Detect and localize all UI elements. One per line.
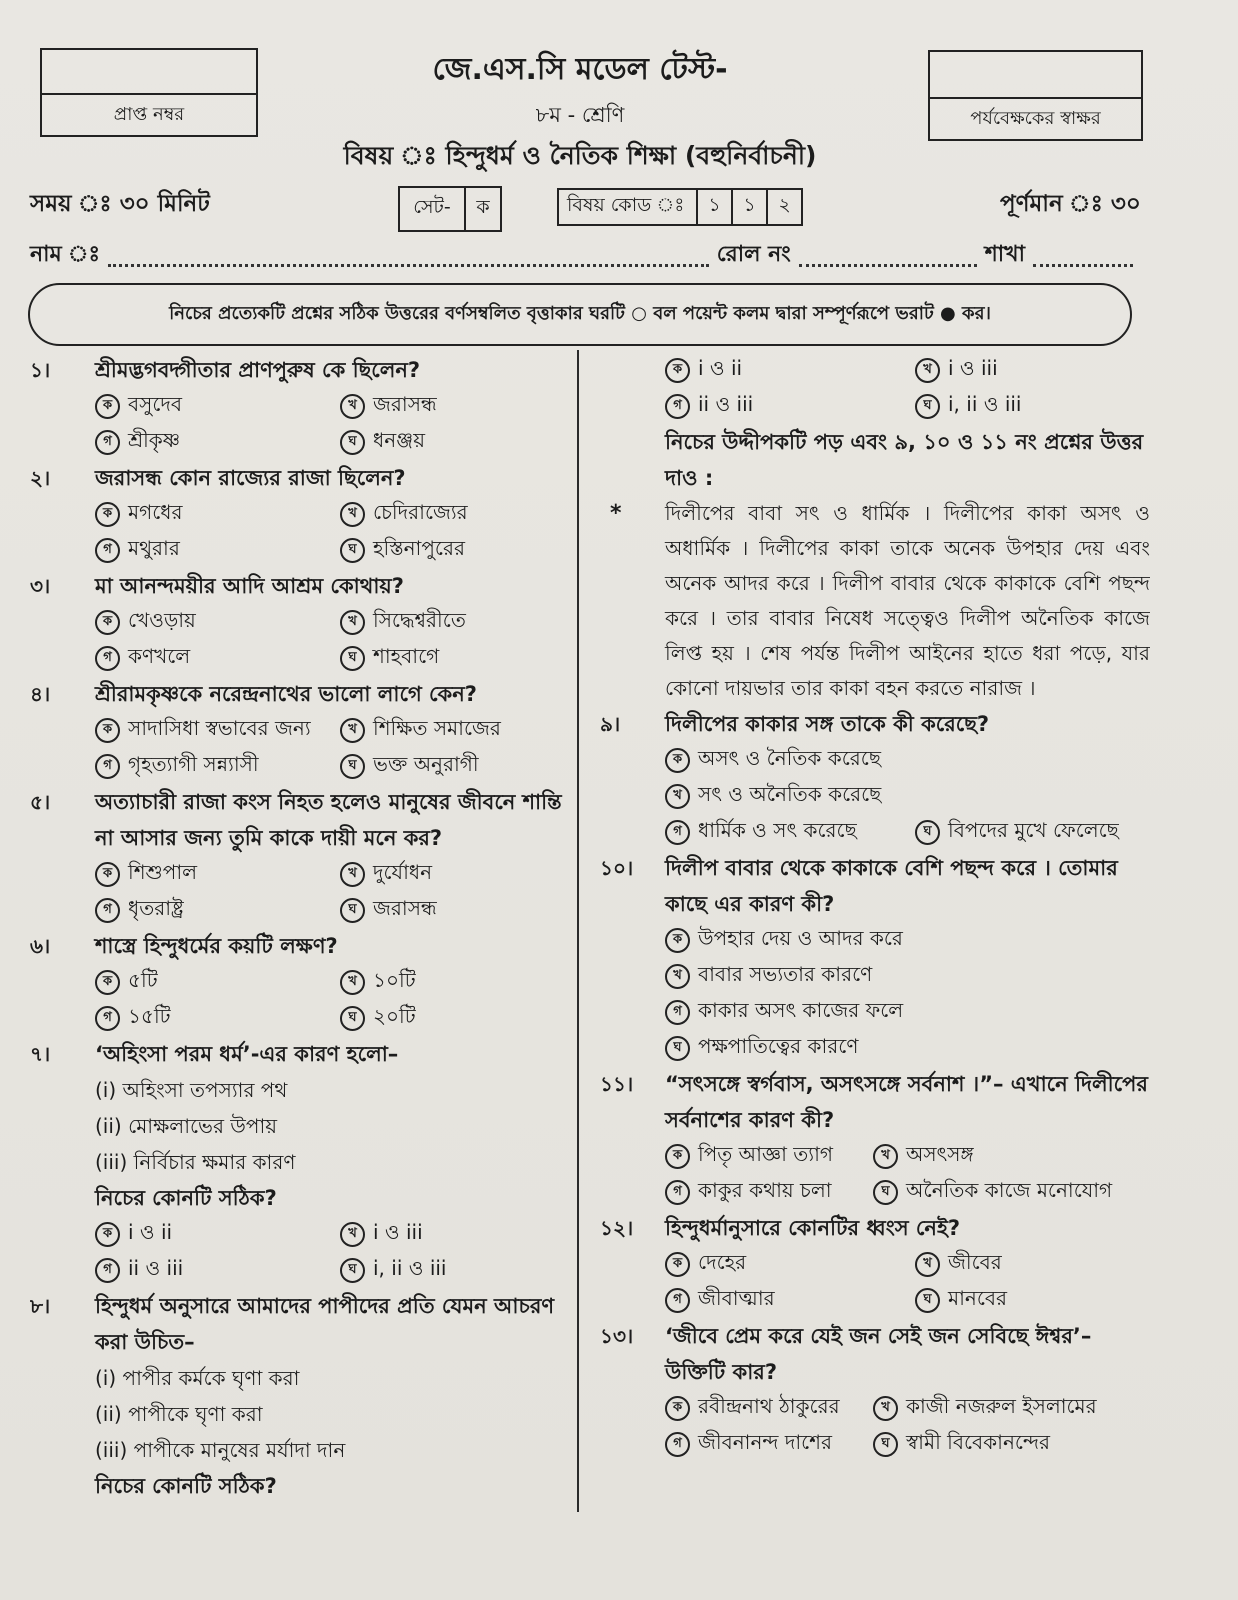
option-kha[interactable] xyxy=(340,1216,574,1252)
option-ga[interactable] xyxy=(665,1426,873,1462)
question-12 xyxy=(600,1210,1150,1318)
options-group xyxy=(665,922,1150,1066)
option-letter-circle: খ xyxy=(340,970,365,995)
option-letter-circle: ক xyxy=(665,1252,690,1277)
option-ka[interactable] xyxy=(95,712,340,748)
question-number: ১৩। xyxy=(600,1324,634,1348)
option-text: শিক্ষিত সমাজের xyxy=(373,715,501,740)
option-letter-circle: গ xyxy=(95,1006,120,1031)
question-text: অত্যাচারী রাজা কংস নিহত হলেও মানুষের জীবনে শান্তি না আসার জন্য তুমি কাকে দায়ী মনে কর? xyxy=(95,790,562,850)
option-text: কাকুর কথায় চলা xyxy=(698,1177,832,1202)
question-13 xyxy=(600,1318,1150,1462)
option-ga[interactable] xyxy=(665,814,915,850)
option-gha[interactable] xyxy=(873,1174,1150,1210)
invigilator-signature-box xyxy=(928,50,1143,141)
option-letter-circle: ঘ xyxy=(665,1036,690,1061)
option-text: ii ও iii xyxy=(128,1255,184,1280)
option-letter-circle: ঘ xyxy=(915,1288,940,1313)
question-text: দিলীপ বাবার থেকে কাকাকে বেশি পছন্দ করে । তোমার কাছে এর কারণ কী? xyxy=(665,856,1118,916)
exam-title: জে.এস.সি মডেল টেস্ট- xyxy=(432,52,728,87)
option-ka[interactable] xyxy=(95,856,340,892)
option-text: অসৎসঙ্গ xyxy=(906,1141,974,1166)
exam-title-block xyxy=(180,48,980,174)
option-letter-circle: ক xyxy=(665,1396,690,1421)
option-letter-circle: ঘ xyxy=(873,1180,898,1205)
set-box xyxy=(398,186,502,232)
option-text: i ও ii xyxy=(128,1219,173,1244)
question-2 xyxy=(30,460,574,568)
roll-label: রোল নং xyxy=(716,242,791,267)
class-label: ৮ম - শ্রেণি xyxy=(535,103,625,127)
option-text: ii ও iii xyxy=(698,391,754,416)
question-8-options xyxy=(600,352,1150,424)
options-group xyxy=(95,964,574,1036)
option-text: হস্তিনাপুরের xyxy=(373,535,465,560)
option-text: বসুদেব xyxy=(128,391,183,416)
option-text: জীবাত্মার xyxy=(698,1285,775,1310)
question-number: ৫। xyxy=(30,790,51,814)
question-text: ‘অহিংসা পরম ধর্ম’-এর কারণ হলো– xyxy=(95,1042,399,1066)
option-text: খেওড়ায় xyxy=(128,607,196,632)
option-kha[interactable] xyxy=(915,1246,1150,1282)
statement: (iii) পাপীকে মানুষের মর্যাদা দান xyxy=(95,1438,346,1462)
option-letter-circle: ঘ xyxy=(340,1258,365,1283)
question-6 xyxy=(30,928,574,1036)
option-kha[interactable] xyxy=(873,1138,1150,1174)
question-number: ৯। xyxy=(600,712,621,736)
right-column xyxy=(600,352,1150,1512)
option-ga[interactable] xyxy=(95,532,340,568)
option-text: সাদাসিধা স্বভাবের জন্য xyxy=(128,715,311,740)
options-group xyxy=(95,1216,574,1288)
question-number: ৪। xyxy=(30,682,51,706)
option-letter-circle: খ xyxy=(340,862,365,887)
question-number: ১১। xyxy=(600,1072,634,1096)
option-gha[interactable] xyxy=(665,1030,1150,1066)
question-9 xyxy=(600,706,1150,850)
option-text: i ও iii xyxy=(948,355,998,380)
options-group xyxy=(665,352,1150,424)
options-group xyxy=(665,1138,1150,1210)
question-number: ১। xyxy=(30,358,51,382)
option-text: ২০টি xyxy=(373,1003,416,1028)
option-ka[interactable] xyxy=(665,352,915,388)
option-kha[interactable] xyxy=(915,352,1150,388)
option-ka[interactable] xyxy=(665,1246,915,1282)
invigilator-signature-field[interactable] xyxy=(930,52,1141,99)
subject-code-box xyxy=(557,188,803,226)
option-ga[interactable] xyxy=(665,994,1150,1030)
option-ka[interactable] xyxy=(665,742,1150,778)
student-info-row xyxy=(30,240,1133,274)
option-letter-circle: গ xyxy=(95,538,120,563)
option-gha[interactable] xyxy=(340,640,574,676)
option-text: i ও iii xyxy=(373,1219,423,1244)
option-letter-circle: ক xyxy=(95,394,120,419)
option-letter-circle: ঘ xyxy=(340,538,365,563)
option-letter-circle: ঘ xyxy=(873,1432,898,1457)
option-letter-circle: ঘ xyxy=(340,754,365,779)
roll-field[interactable] xyxy=(799,263,977,267)
option-letter-circle: গ xyxy=(665,1000,690,1025)
option-letter-circle: খ xyxy=(340,610,365,635)
option-letter-circle: খ xyxy=(340,718,365,743)
option-gha[interactable] xyxy=(340,892,574,928)
option-text: জীবের xyxy=(948,1249,1002,1274)
option-letter-circle: গ xyxy=(95,646,120,671)
option-text: কাকার অসৎ কাজের ফলে xyxy=(698,997,904,1022)
option-text: গৃহত্যাগী সন্ন্যাসী xyxy=(128,751,259,776)
option-text: মানবের xyxy=(948,1285,1008,1310)
option-text: সিদ্ধেশ্বরীতে xyxy=(373,607,466,632)
option-text: i, ii ও iii xyxy=(373,1255,447,1280)
option-text: পিতৃ আজ্ঞা ত্যাগ xyxy=(698,1141,834,1166)
option-letter-circle: খ xyxy=(340,1222,365,1247)
option-text: ধৃতরাষ্ট্র xyxy=(128,895,184,920)
option-ka[interactable] xyxy=(95,388,340,424)
option-letter-circle: খ xyxy=(665,964,690,989)
question-number: ৩। xyxy=(30,574,51,598)
option-letter-circle: খ xyxy=(915,358,940,383)
option-text: জরাসন্ধ xyxy=(373,895,437,920)
option-ga[interactable] xyxy=(95,424,340,460)
option-text: সৎ ও অনৈতিক করেছে xyxy=(698,781,882,806)
option-letter-circle: ঘ xyxy=(340,898,365,923)
option-text: শ্রীকৃষ্ণ xyxy=(128,427,181,452)
option-gha[interactable] xyxy=(340,748,574,784)
option-text: শাহবাগে xyxy=(373,643,440,668)
stimulus-marker: * xyxy=(610,501,622,526)
option-letter-circle: ক xyxy=(665,358,690,383)
option-letter-circle: খ xyxy=(915,1252,940,1277)
option-letter-circle: ক xyxy=(95,502,120,527)
options-group xyxy=(95,856,574,928)
obtained-marks-label: প্রাপ্ত নম্বর xyxy=(113,103,185,125)
subject-line: বিষয় ঃ হিন্দুধর্ম ও নৈতিক শিক্ষা (বহুনির্বাচনী) xyxy=(343,141,817,170)
option-letter-circle: গ xyxy=(95,430,120,455)
option-text: জীবনানন্দ দাশের xyxy=(698,1429,833,1454)
option-letter-circle: গ xyxy=(665,1432,690,1457)
question-text: শাস্ত্রে হিন্দুধর্মের কয়টি লক্ষণ? xyxy=(95,934,338,958)
question-prompt: নিচের কোনটি সঠিক? xyxy=(95,1186,277,1210)
option-text: ভক্ত অনুরাগী xyxy=(373,751,479,776)
option-letter-circle: ঘ xyxy=(915,820,940,845)
option-ga[interactable] xyxy=(95,640,340,676)
question-prompt: নিচের কোনটি সঠিক? xyxy=(95,1474,277,1498)
option-ka[interactable] xyxy=(95,964,340,1000)
section-field[interactable] xyxy=(1033,263,1133,267)
subject-code-digit: ২ xyxy=(766,190,801,224)
option-letter-circle: ঘ xyxy=(340,1006,365,1031)
question-7 xyxy=(30,1036,574,1288)
option-kha[interactable] xyxy=(873,1390,1150,1426)
question-number: ৭। xyxy=(30,1042,51,1066)
option-ga[interactable] xyxy=(95,1000,340,1036)
option-letter-circle: গ xyxy=(95,898,120,923)
options-group xyxy=(95,604,574,676)
option-letter-circle: ঘ xyxy=(915,394,940,419)
option-letter-circle: খ xyxy=(873,1396,898,1421)
option-letter-circle: ঘ xyxy=(340,430,365,455)
stimulus-text: দিলীপের বাবা সৎ ও ধার্মিক । দিলীপের কাকা অসৎ ও অধার্মিক । দিলীপের কাকা তাকে অনেক উপহার দেয় এবং অনেক আদর করে । দিলীপ বাবার থেকে কাকাকে বেশি পছন্দ করে । তার বাবার নিষেধ সত্ত্বেও দিলীপ অনৈতিক কাজে লিপ্ত হয় । শেষ পর্যন্ত দিলীপ আইনের হাতে ধরা পড়ে, যার কোনো দায়ভার তার কাকা বহন করতে নারাজ । xyxy=(665,501,1150,700)
option-letter-circle: গ xyxy=(95,754,120,779)
option-kha[interactable] xyxy=(340,388,574,424)
option-text: দুর্যোধন xyxy=(373,859,433,884)
option-letter-circle: ক xyxy=(95,862,120,887)
question-text: শ্রীরামকৃষ্ণকে নরেন্দ্রনাথের ভালো লাগে কেন? xyxy=(95,682,477,706)
option-ga[interactable] xyxy=(95,748,340,784)
option-letter-circle: ক xyxy=(95,718,120,743)
question-text: “সৎসঙ্গে স্বর্গবাস, অসৎসঙ্গে সর্বনাশ ।”– এখানে দিলীপের সর্বনাশের কারণ কী? xyxy=(665,1072,1148,1132)
option-letter-circle: গ xyxy=(665,1180,690,1205)
subject-code-label: বিষয় কোড ঃ xyxy=(567,194,685,216)
option-kha[interactable] xyxy=(665,958,1150,994)
option-letter-circle: ক xyxy=(665,928,690,953)
question-11 xyxy=(600,1066,1150,1210)
statement: (i) অহিংসা তপস্যার পথ xyxy=(95,1078,288,1102)
option-ka[interactable] xyxy=(665,1138,873,1174)
statement: (iii) নির্বিচার ক্ষমার কারণ xyxy=(95,1150,296,1174)
name-field[interactable] xyxy=(108,263,709,267)
question-8 xyxy=(30,1288,574,1504)
stimulus-block xyxy=(600,424,1150,706)
set-value: ক xyxy=(476,196,490,218)
option-kha[interactable] xyxy=(340,964,574,1000)
option-gha[interactable] xyxy=(915,388,1150,424)
option-text: বিপদের মুখে ফেলেছে xyxy=(948,817,1119,842)
question-number: ১২। xyxy=(600,1216,634,1240)
option-text: ধনঞ্জয় xyxy=(373,427,426,452)
options-group xyxy=(665,1246,1150,1318)
option-text: জরাসন্ধ xyxy=(373,391,437,416)
option-ga[interactable] xyxy=(665,388,915,424)
question-4 xyxy=(30,676,574,784)
option-letter-circle: খ xyxy=(340,394,365,419)
left-column xyxy=(30,352,574,1512)
question-text: দিলীপের কাকার সঙ্গ তাকে কী করেছে? xyxy=(665,712,990,736)
option-ka[interactable] xyxy=(95,604,340,640)
question-number: ৬। xyxy=(30,934,51,958)
question-3 xyxy=(30,568,574,676)
option-text: মগধের xyxy=(128,499,183,524)
option-ka[interactable] xyxy=(95,496,340,532)
question-10 xyxy=(600,850,1150,1066)
option-text: ১০টি xyxy=(373,967,416,992)
option-kha[interactable] xyxy=(340,604,574,640)
question-text: মা আনন্দময়ীর আদি আশ্রম কোথায়? xyxy=(95,574,404,598)
option-letter-circle: ক xyxy=(665,748,690,773)
subject-code-digit: ১ xyxy=(731,190,766,224)
set-label: সেট- xyxy=(400,188,466,230)
question-5 xyxy=(30,784,574,928)
option-text: দেহের xyxy=(698,1249,747,1274)
option-letter-circle: ক xyxy=(95,610,120,635)
instruction-text: নিচের প্রত্যেকটি প্রশ্নের সঠিক উত্তরের বর্ণসম্বলিত বৃত্তাকার ঘরটি ○ বল পয়েন্ট কলম দ্বারা সম্পূর্ণরূপে ভরাট ● কর। xyxy=(169,303,991,324)
section-label: শাখা xyxy=(984,242,1025,267)
option-letter-circle: ক xyxy=(95,970,120,995)
options-group xyxy=(665,742,1150,850)
option-kha[interactable] xyxy=(665,778,1150,814)
option-text: অসৎ ও নৈতিক করেছে xyxy=(698,745,881,770)
option-text: কাজী নজরুল ইসলামের xyxy=(906,1393,1097,1418)
statement: (i) পাপীর কর্মকে ঘৃণা করা xyxy=(95,1366,300,1390)
option-gha[interactable] xyxy=(340,424,574,460)
option-gha[interactable] xyxy=(340,532,574,568)
options-group xyxy=(95,712,574,784)
question-text: ‘জীবে প্রেম করে যেই জন সেই জন সেবিছে ঈশ্বর’– উক্তিটি কার? xyxy=(665,1324,1092,1384)
option-gha[interactable] xyxy=(873,1426,1150,1462)
option-kha[interactable] xyxy=(340,712,574,748)
option-letter-circle: খ xyxy=(340,502,365,527)
question-number: ৮। xyxy=(30,1294,51,1318)
question-number: ২। xyxy=(30,466,51,490)
option-kha[interactable] xyxy=(340,856,574,892)
option-ga[interactable] xyxy=(95,1252,340,1288)
options-group xyxy=(95,388,574,460)
option-letter-circle: খ xyxy=(873,1144,898,1169)
option-gha[interactable] xyxy=(340,1252,574,1288)
option-gha[interactable] xyxy=(340,1000,574,1036)
option-kha[interactable] xyxy=(340,496,574,532)
option-text: বাবার সভ্যতার কারণে xyxy=(698,961,873,986)
option-letter-circle: ক xyxy=(665,1144,690,1169)
option-text: ৫টি xyxy=(128,967,158,992)
option-ga[interactable] xyxy=(95,892,340,928)
option-ga[interactable] xyxy=(665,1282,915,1318)
exam-time: সময় ঃ ৩০ মিনিট xyxy=(30,191,210,217)
question-text: হিন্দুধর্ম অনুসারে আমাদের পাপীদের প্রতি যেমন আচরণ করা উচিত– xyxy=(95,1294,555,1354)
option-text: অনৈতিক কাজে মনোযোগ xyxy=(906,1177,1113,1202)
question-1 xyxy=(30,352,574,460)
question-text: হিন্দুধর্মানুসারে কোনটির ধ্বংস নেই? xyxy=(665,1216,961,1240)
options-group xyxy=(95,496,574,568)
option-text: উপহার দেয় ও আদর করে xyxy=(698,925,903,950)
option-text: i ও ii xyxy=(698,355,743,380)
option-letter-circle: খ xyxy=(665,784,690,809)
option-ka[interactable] xyxy=(665,1390,873,1426)
option-ka[interactable] xyxy=(95,1216,340,1252)
option-letter-circle: ক xyxy=(95,1222,120,1247)
name-label: নাম ঃ xyxy=(30,242,101,267)
option-text: মথুরার xyxy=(128,535,180,560)
option-gha[interactable] xyxy=(915,1282,1150,1318)
question-number: ১০। xyxy=(600,856,634,880)
question-text: শ্রীমদ্ভগবদ্গীতার প্রাণপুরুষ কে ছিলেন? xyxy=(95,358,421,382)
option-letter-circle: গ xyxy=(665,394,690,419)
question-text: জরাসন্ধ কোন রাজ্যের রাজা ছিলেন? xyxy=(95,466,406,490)
option-ga[interactable] xyxy=(665,1174,873,1210)
subject-code-digit: ১ xyxy=(696,190,731,224)
full-marks: পূর্ণমান ঃ ৩০ xyxy=(1000,191,1141,217)
options-group xyxy=(665,1390,1150,1462)
option-text: i, ii ও iii xyxy=(948,391,1022,416)
option-text: শিশুপাল xyxy=(128,859,198,884)
option-text: রবীন্দ্রনাথ ঠাকুরের xyxy=(698,1393,840,1418)
statement: (ii) মোক্ষলাভের উপায় xyxy=(95,1114,278,1138)
option-letter-circle: গ xyxy=(665,820,690,845)
option-text: চেদিরাজ্যের xyxy=(373,499,468,524)
statement: (ii) পাপীকে ঘৃণা করা xyxy=(95,1402,263,1426)
option-ka[interactable] xyxy=(665,922,1150,958)
option-letter-circle: গ xyxy=(95,1258,120,1283)
option-text: ধার্মিক ও সৎ করেছে xyxy=(698,817,857,842)
option-text: পক্ষপাতিত্বের কারণে xyxy=(698,1033,859,1058)
option-text: স্বামী বিবেকানন্দের xyxy=(906,1429,1050,1454)
instruction-box xyxy=(28,283,1132,346)
column-divider xyxy=(577,350,579,1512)
option-text: কণখলে xyxy=(128,643,191,668)
option-letter-circle: ঘ xyxy=(340,646,365,671)
option-text: ১৫টি xyxy=(128,1003,171,1028)
stimulus-intro: নিচের উদ্দীপকটি পড় এবং ৯, ১০ ও ১১ নং প্রশ্নের উত্তর দাও : xyxy=(665,430,1144,490)
option-gha[interactable] xyxy=(915,814,1150,850)
invigilator-signature-label: পর্যবেক্ষকের স্বাক্ষর xyxy=(970,107,1101,129)
option-letter-circle: গ xyxy=(665,1288,690,1313)
